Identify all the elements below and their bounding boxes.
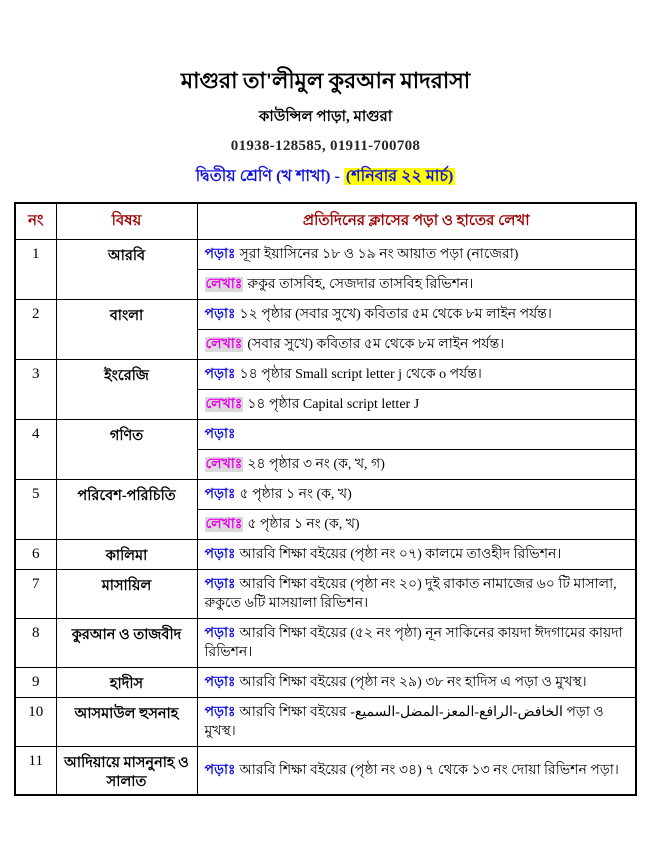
- lesson-text: আরবি শিক্ষা বইয়ের -الخافض-الرافع-المعز-المضل-السميع পড়া ও মুখস্থ।: [204, 705, 604, 739]
- pora-label: পড়াঃ: [204, 547, 236, 562]
- row-number: 2: [15, 300, 56, 360]
- lesson-table-body: [15, 240, 636, 796]
- lesson-entry-cell: [197, 480, 636, 510]
- lesson-entry-cell: [197, 619, 636, 668]
- lesson-entry-cell: [197, 390, 636, 420]
- pora-label: পড়াঃ: [204, 307, 236, 322]
- lesson-text: সূরা ইয়াসিনের ১৮ ও ১৯ নং আয়াত পড়া (নাজেরা): [239, 247, 519, 262]
- lesson-entry-cell: [197, 330, 636, 360]
- table-row: [15, 668, 636, 698]
- row-number: 4: [15, 420, 56, 480]
- row-number: 8: [15, 619, 56, 668]
- lesson-entry-cell: [197, 300, 636, 330]
- pora-label: পড়াঃ: [204, 247, 236, 262]
- phone-numbers: 01938-128585, 01911-700708: [230, 138, 421, 154]
- subject-name: হাদীস: [56, 668, 197, 698]
- pora-label: পড়াঃ: [204, 487, 236, 502]
- pora-label: পড়াঃ: [204, 705, 236, 720]
- lekha-label: লেখাঃ: [205, 517, 243, 532]
- row-number: 10: [15, 698, 56, 747]
- subject-name: বাংলা: [56, 300, 197, 360]
- subject-name: আদিয়ায়ে মাসনুনাহ ও সালাত: [56, 747, 197, 796]
- lesson-text: আরবি শিক্ষা বইয়ের (পৃষ্ঠা নং ২৯) ৩৮ নং হাদিস এ পড়া ও মুখস্থ।: [239, 675, 587, 690]
- lesson-entry-cell: [197, 698, 636, 747]
- lesson-text: ২৪ পৃষ্ঠার ৩ নং (ক, খ, গ): [247, 457, 385, 472]
- lesson-entry-cell: [197, 747, 636, 796]
- date-highlight: (শনিবার ২২ মার্চ): [345, 168, 454, 185]
- col-header-subject: বিষয়: [56, 203, 197, 240]
- pora-label: পড়াঃ: [204, 763, 236, 778]
- lekha-label: লেখাঃ: [205, 397, 243, 412]
- row-number: 11: [15, 747, 56, 796]
- table-row: [15, 570, 636, 619]
- row-number: 7: [15, 570, 56, 619]
- subject-name: কালিমা: [56, 540, 197, 570]
- pora-label: পড়াঃ: [204, 675, 236, 690]
- lesson-entry-cell: [197, 570, 636, 619]
- lesson-text: আরবি শিক্ষা বইয়ের (পৃষ্ঠা নং ০৭) কালমে তাওহীদ রিভিশন।: [239, 547, 562, 562]
- subject-name: মাসায়িল: [56, 570, 197, 619]
- pora-label: পড়াঃ: [204, 577, 236, 592]
- lekha-label: লেখাঃ: [205, 457, 243, 472]
- school-address: কাউন্সিল পাড়া, মাগুরা: [258, 109, 393, 125]
- class-section-label: দ্বিতীয় শ্রেণি (খ শাখা): [195, 168, 331, 185]
- lesson-text: আরবি শিক্ষা বইয়ের (৫২ নং পৃষ্ঠা) নূন সাকিনের কায়দা ঈদগামের কায়দা রিভিশন।: [204, 626, 623, 660]
- lesson-table: [14, 202, 637, 796]
- table-row: [15, 360, 636, 390]
- col-header-lessons: প্রতিদিনের ক্লাসের পড়া ও হাতের লেখা: [197, 203, 636, 240]
- lesson-text: ১৪ পৃষ্ঠার Small script letter j থেকে o পর্যন্ত।: [239, 367, 482, 382]
- subject-name: ইংরেজি: [56, 360, 197, 420]
- pora-label: পড়াঃ: [204, 427, 236, 442]
- row-number: 6: [15, 540, 56, 570]
- table-row: [15, 619, 636, 668]
- class-date-line: [0, 163, 651, 190]
- row-number: 5: [15, 480, 56, 540]
- lesson-text: ১২ পৃষ্ঠার (সবার সুখে) কবিতার ৫ম থেকে ৮ম লাইন পর্যন্ত।: [239, 307, 552, 322]
- table-row: [15, 300, 636, 330]
- subject-name: আসমাউল হুসনাহ: [56, 698, 197, 747]
- lesson-entry-cell: [197, 540, 636, 570]
- lesson-text: ১৪ পৃষ্ঠার Capital script letter J: [247, 397, 420, 412]
- table-row: [15, 540, 636, 570]
- lekha-label: লেখাঃ: [205, 277, 243, 292]
- class-date-separator: -: [330, 168, 344, 185]
- row-number: 9: [15, 668, 56, 698]
- col-header-no: নং: [15, 203, 56, 240]
- lekha-label: লেখাঃ: [205, 337, 243, 352]
- subject-name: গণিত: [56, 420, 197, 480]
- row-number: 3: [15, 360, 56, 420]
- lesson-entry-cell: [197, 510, 636, 540]
- lesson-text: ৫ পৃষ্ঠার ১ নং (ক, খ): [247, 517, 360, 532]
- table-row: [15, 747, 636, 796]
- lesson-entry-cell: [197, 240, 636, 270]
- subject-name: পরিবেশ-পরিচিতি: [56, 480, 197, 540]
- table-row: [15, 480, 636, 510]
- lesson-entry-cell: [197, 270, 636, 300]
- pora-label: পড়াঃ: [204, 367, 236, 382]
- lesson-text: ৫ পৃষ্ঠার ১ নং (ক, খ): [239, 487, 352, 502]
- lesson-text: আরবি শিক্ষা বইয়ের (পৃষ্ঠা নং ২০) দুই রাকাত নামাজের ৬০ টি মাসালা, রুকুতে ৬টি মাসয়ালা রিভিশন।: [204, 577, 617, 611]
- lesson-text: (সবার সুখে) কবিতার ৫ম থেকে ৮ম লাইন পর্যন্ত।: [247, 337, 505, 352]
- school-name: মাগুরা তা'লীমুল কুরআন মাদরাসা: [180, 68, 471, 93]
- subject-name: আরবি: [56, 240, 197, 300]
- table-row: [15, 420, 636, 450]
- row-number: 1: [15, 240, 56, 300]
- pora-label: পড়াঃ: [204, 626, 236, 641]
- lesson-text: রুকুর তাসবিহ, সেজদার তাসবিহ রিভিশন।: [247, 277, 474, 292]
- table-row: [15, 698, 636, 747]
- document-header: [0, 66, 651, 190]
- lesson-text: আরবি শিক্ষা বইয়ের (পৃষ্ঠা নং ৩৪) ৭ থেকে ১৩ নং দোয়া রিভিশন পড়া।: [239, 763, 619, 778]
- lesson-entry-cell: [197, 420, 636, 450]
- lesson-entry-cell: [197, 450, 636, 480]
- lesson-entry-cell: [197, 360, 636, 390]
- table-header-row: [15, 203, 636, 240]
- lesson-entry-cell: [197, 668, 636, 698]
- table-row: [15, 240, 636, 270]
- subject-name: কুরআন ও তাজবীদ: [56, 619, 197, 668]
